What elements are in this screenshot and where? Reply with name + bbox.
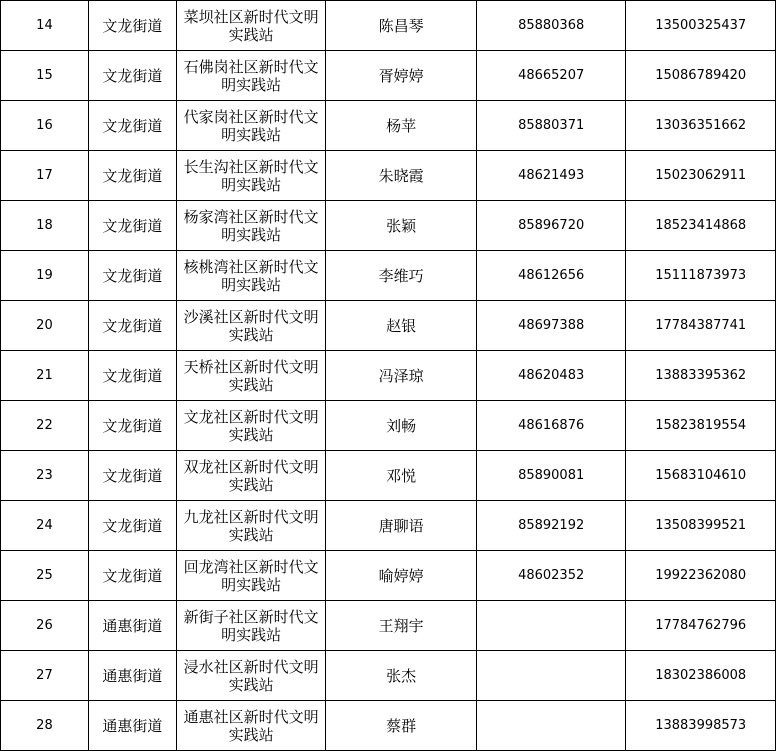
mobile-phone-cell: 13883998573 [626,701,776,751]
row-index-cell: 19 [1,251,89,301]
table-row [1,251,776,301]
table-row [1,351,776,401]
table-body [1,1,776,751]
street-cell: 文龙街道 [88,451,176,501]
office-phone-cell: 48612656 [476,251,626,301]
station-cell [176,51,326,101]
station-name: 杨家湾社区新时代文明实践站 [183,207,319,244]
table-row [1,51,776,101]
station-cell [176,651,326,701]
station-name: 天桥社区新时代文明实践站 [183,357,319,394]
mobile-phone-cell: 19922362080 [626,551,776,601]
table-row [1,151,776,201]
street-cell: 文龙街道 [88,251,176,301]
mobile-phone-cell: 13500325437 [626,1,776,51]
station-cell [176,101,326,151]
table-row [1,401,776,451]
street-cell: 文龙街道 [88,301,176,351]
mobile-phone-cell: 15683104610 [626,451,776,501]
station-name: 石佛岗社区新时代文明实践站 [183,57,319,94]
mobile-phone-cell: 13883395362 [626,351,776,401]
contact-name-cell: 张颖 [326,201,477,251]
contact-name-cell: 赵银 [326,301,477,351]
office-phone-cell [476,601,626,651]
table-row [1,301,776,351]
office-phone-cell [476,651,626,701]
table-row [1,551,776,601]
station-cell [176,601,326,651]
station-name: 浸水社区新时代文明实践站 [183,657,319,694]
contact-name-cell: 李维巧 [326,251,477,301]
station-cell [176,301,326,351]
street-cell: 通惠街道 [88,651,176,701]
office-phone-cell: 85892192 [476,501,626,551]
row-index-cell: 23 [1,451,89,501]
row-index-cell: 21 [1,351,89,401]
office-phone-cell: 48665207 [476,51,626,101]
table-row [1,501,776,551]
row-index-cell: 16 [1,101,89,151]
row-index-cell: 20 [1,301,89,351]
contact-name-cell: 朱晓霞 [326,151,477,201]
contact-name-cell: 王翔宇 [326,601,477,651]
contact-name-cell: 杨苹 [326,101,477,151]
table-row [1,601,776,651]
row-index-cell: 15 [1,51,89,101]
street-cell: 文龙街道 [88,351,176,401]
station-cell [176,501,326,551]
table-row [1,651,776,701]
mobile-phone-cell: 13508399521 [626,501,776,551]
station-cell [176,201,326,251]
street-cell: 通惠街道 [88,701,176,751]
station-cell [176,401,326,451]
station-name: 回龙湾社区新时代文明实践站 [183,557,319,594]
row-index-cell: 18 [1,201,89,251]
station-name: 代家岗社区新时代文明实践站 [183,107,319,144]
row-index-cell: 24 [1,501,89,551]
station-name: 双龙社区新时代文明实践站 [183,457,319,494]
office-phone-cell: 48620483 [476,351,626,401]
station-cell [176,551,326,601]
contact-name-cell: 喻婷婷 [326,551,477,601]
contact-name-cell: 唐聊语 [326,501,477,551]
mobile-phone-cell: 17784387741 [626,301,776,351]
office-phone-cell: 85880368 [476,1,626,51]
mobile-phone-cell: 13036351662 [626,101,776,151]
contact-name-cell: 冯泽琼 [326,351,477,401]
station-name: 通惠社区新时代文明实践站 [183,707,319,744]
office-phone-cell [476,701,626,751]
station-cell [176,451,326,501]
office-phone-cell: 85880371 [476,101,626,151]
mobile-phone-cell: 15111873973 [626,251,776,301]
station-cell [176,251,326,301]
mobile-phone-cell: 15086789420 [626,51,776,101]
station-name: 九龙社区新时代文明实践站 [183,507,319,544]
row-index-cell: 25 [1,551,89,601]
contact-name-cell: 邓悦 [326,451,477,501]
street-cell: 文龙街道 [88,151,176,201]
row-index-cell: 26 [1,601,89,651]
street-cell: 文龙街道 [88,51,176,101]
row-index-cell: 22 [1,401,89,451]
mobile-phone-cell: 18523414868 [626,201,776,251]
station-name: 菜坝社区新时代文明实践站 [183,7,319,44]
office-phone-cell: 48621493 [476,151,626,201]
row-index-cell: 28 [1,701,89,751]
street-cell: 文龙街道 [88,101,176,151]
contact-name-cell: 陈昌琴 [326,1,477,51]
station-name: 文龙社区新时代文明实践站 [183,407,319,444]
station-cell [176,151,326,201]
row-index-cell: 17 [1,151,89,201]
station-name: 核桃湾社区新时代文明实践站 [183,257,319,294]
station-cell [176,1,326,51]
mobile-phone-cell: 15823819554 [626,401,776,451]
street-cell: 文龙街道 [88,1,176,51]
office-phone-cell: 48697388 [476,301,626,351]
row-index-cell: 14 [1,1,89,51]
street-cell: 文龙街道 [88,501,176,551]
mobile-phone-cell: 18302386008 [626,651,776,701]
contact-name-cell: 蔡群 [326,701,477,751]
street-cell: 通惠街道 [88,601,176,651]
contact-name-cell: 刘畅 [326,401,477,451]
station-name: 沙溪社区新时代文明实践站 [183,307,319,344]
office-phone-cell: 85890081 [476,451,626,501]
mobile-phone-cell: 17784762796 [626,601,776,651]
contact-name-cell: 张杰 [326,651,477,701]
station-cell [176,701,326,751]
row-index-cell: 27 [1,651,89,701]
office-phone-cell: 85896720 [476,201,626,251]
table-row [1,201,776,251]
office-phone-cell: 48616876 [476,401,626,451]
street-cell: 文龙街道 [88,201,176,251]
mobile-phone-cell: 15023062911 [626,151,776,201]
office-phone-cell: 48602352 [476,551,626,601]
station-cell [176,351,326,401]
station-name: 长生沟社区新时代文明实践站 [183,157,319,194]
table-row [1,1,776,51]
street-cell: 文龙街道 [88,551,176,601]
table-row [1,101,776,151]
station-name: 新街子社区新时代文明实践站 [183,607,319,644]
contact-name-cell: 胥婷婷 [326,51,477,101]
table-row [1,701,776,751]
table-row [1,451,776,501]
street-cell: 文龙街道 [88,401,176,451]
